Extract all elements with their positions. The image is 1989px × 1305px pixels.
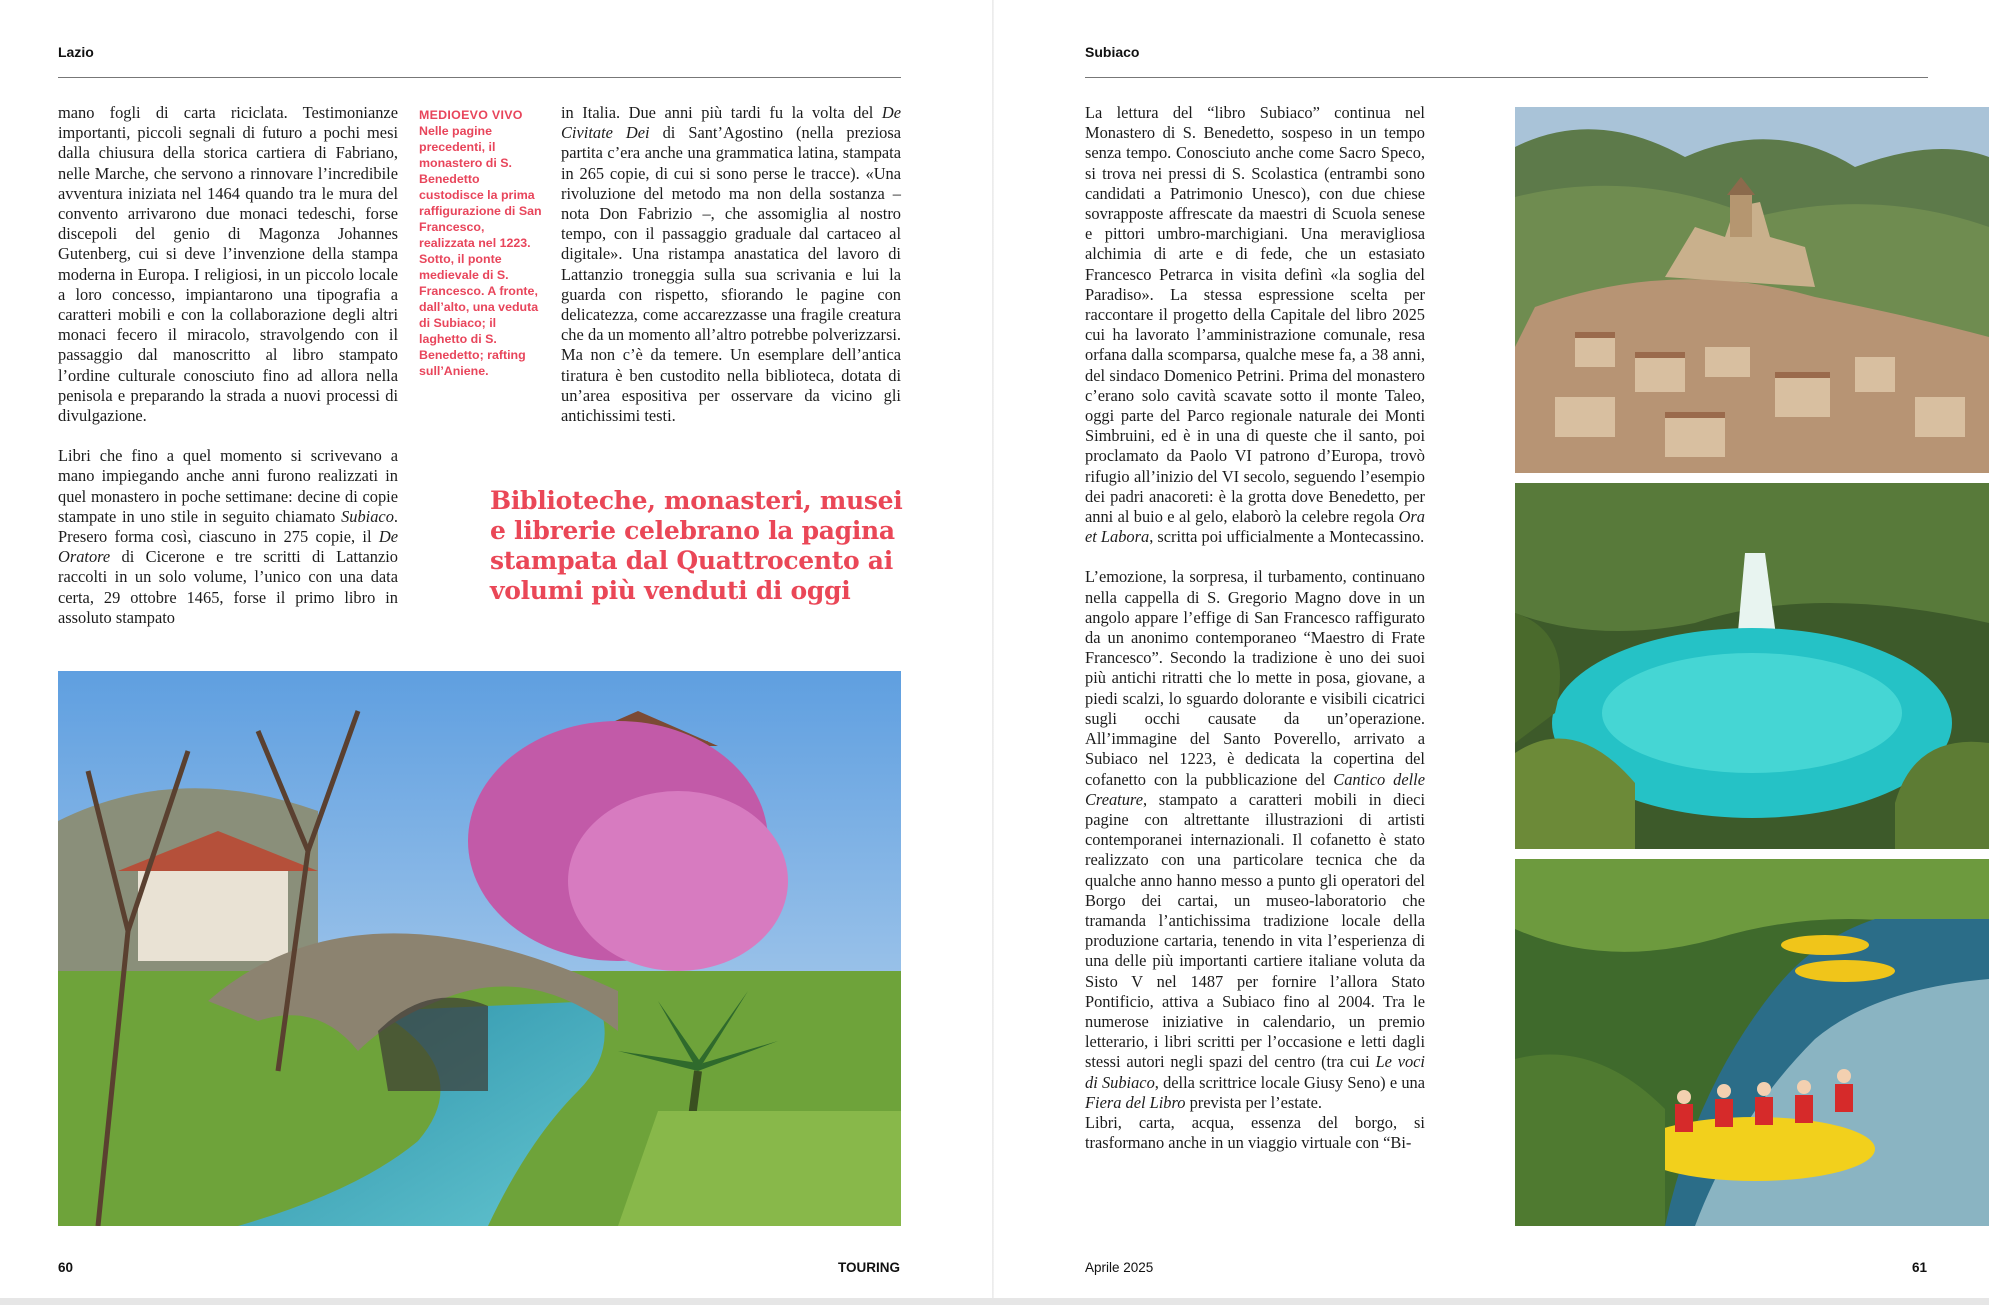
header-rule-left <box>58 77 901 78</box>
paragraph: in Italia. Due anni più tardi fu la volta del De Civitate Dei di Sant’Agostino (nella preziosa partita c’era anche una grammatica latina, stampata in 265 copie, di cui si sono perse le tracce). «Una rivoluzione del metodo ma non della sostanza – nota Don Fabrizio –, che assomiglia al nostro tempo, con il passaggio graduale dal cartaceo al digitale». Una ristampa anastatica del lavoro di Lattanzio troneggia sulla sua scrivania e lui la guarda con rispetto, sfiorando le pagine con delicatezza, come accarezzasse una fragile creatura che da un momento all’altro potrebbe polverizzarsi. Ma non c’è da temere. Un esemplare dell’antica tiratura è ben custodito nella biblioteca, dotata di un’area espositiva per osservare da vicino gli antichissimi testi. <box>561 103 901 426</box>
caption-text: Nelle pagine precedenti, il monastero di S. Benedetto custodisce la prima raffigurazione di San Francesco, realizzata nel 1223. Sotto, il ponte medievale di S. Francesco. A fronte, dall’alto, una veduta di Subiaco; il laghetto di S. Benedetto; rafting sull’Aniene. <box>419 124 542 378</box>
pull-quote: Biblioteche, monasteri, musei e librerie celebrano la pagina stampata dal Quattrocento ai volumi più venduti di oggi <box>490 486 903 605</box>
photo-caption-sidebar <box>419 107 543 379</box>
paragraph: La lettura del “libro Subiaco” continua nel Monastero di S. Benedetto, sospeso in un tempo senza tempo. Conosciuto anche come Sacro Speco, si trova nei pressi di S. Scolastica (entrambi sono candidati a Patrimonio Unesco), con due chiese sovrapposte affrescate da maestri di Scuola senese e pittori umbro-marchigiani. Una meravigliosa alchimia di arte e di fede, che un estasiato Francesco Petrarca in visita definì «la soglia del Paradiso». La stessa espressione scelta per raccontare il progetto della Capitale del libro 2025 cui ha lavorato l’amministrazione comunale, resa orfana dalla scomparsa, qualche mese fa, a 38 anni, del sindaco Domenico Petrini. Prima del monastero c’erano solo cavità scavate sotto il monte Taleo, oggi parte del Parco regionale naturale dei Monti Simbruini, ed è in una di queste che il santo, poi proclamato da Paolo VI patrono d’Europa, trovò rifugio all’inizio del VI secolo, seguendo l’esempio dei padri anacoreti: è la grotta dove Benedetto, per anni al buio e al gelo, elaborò la celebre regola Ora et Labora, scritta poi ufficialmente a Montecassino. <box>1085 103 1425 547</box>
subiaco-aerial-photo <box>1515 107 1989 473</box>
running-head-right: Subiaco <box>1085 44 1140 60</box>
left-column-1 <box>58 103 398 628</box>
rafting-photo <box>1515 859 1989 1226</box>
bridge-photo <box>58 671 901 1226</box>
page-number-right: 61 <box>1912 1260 1928 1275</box>
paragraph: Libri, carta, acqua, essenza del borgo, si trasformano anche in un viaggio virtuale con “Bi- <box>1085 1112 1425 1153</box>
page-number-left: 60 <box>58 1260 74 1275</box>
paragraph: L’emozione, la sorpresa, il turbamento, continuano nella cappella di S. Gregorio Magno dove in un angolo appare l’effige di San Francesco raffigurato da un anonimo contemporaneo “Maestro di Frate Francesco”. Secondo la tradizione è uno dei suoi più antichi ritratti che lo mette in posa, giovane, a piedi scalzi, lo sguardo dolorante e visibili cicatrici sugli occhi causate da un’operazione. All’immagine del Santo Poverello, arrivato a Subiaco nel 1223, è dedicata la copertina del cofanetto con la pubblicazione del Cantico delle Creature, stampato a caratteri mobili in dieci pagine con altrettante illustrazioni di artisti contemporanei internazionali. Il cofanetto è stato realizzato con una particolare tecnica che da qualche anno hanno messo a punto gli operatori del Borgo dei cartai, un museo-laboratorio che tramanda l’antichissima tradizione locale della produzione cartaria, tenendo in vita l’esperienza di una delle più importanti cartiere italiane voluta da Sisto V nel 1487 per fornire l’allora Stato Pontificio, attiva a Subiaco fino al 2004. Tra le numerose iniziative in calendario, un premio letterario, i libri scritti per l’occasione e letti dagli stessi autori negli spazi del centro (tra cui Le voci di Subiaco, della scrittrice locale Giusy Seno) e una Fiera del Libro prevista per l’estate. <box>1085 567 1425 1112</box>
paragraph: mano fogli di carta riciclata. Testimonianze importanti, piccoli segnali di futuro a pochi mesi dalla chiusura della storica cartiera di Fabriano, nelle Marche, che servono a rinnovare l’incredibile avventura iniziata nel 1464 quando tra le mura del convento arrivarono due monaci tedeschi, forse discepoli del genio di Magonza Johannes Gutenberg, cui si deve l’invenzione della stampa moderna in Europa. I religiosi, in un piccolo locale a loro concesso, impiantarono una tipografia a caratteri mobili e con la collaborazione degli altri monaci fecero il miracolo, stravolgendo con il passaggio dal manoscritto al libro stampato l’ordine culturale conosciuto fino ad allora nella penisola e preparando la strada a nuovi processi di divulgazione. <box>58 103 398 426</box>
paragraph: Libri che fino a quel momento si scrivevano a mano impiegando anche anni furono realizzati in quel monastero in poche settimane: decine di copie stampate in uno stile in seguito chiamato Subiaco. Presero forma così, ciascuno in 275 copie, il De Oratore di Cicerone e tre scritti di Lattanzio raccolti in un solo volume, l’unico con una data certa, 29 ottobre 1465, forse il primo libro in assoluto stampato <box>58 446 398 627</box>
lake-waterfall-photo <box>1515 483 1989 849</box>
right-page <box>994 0 1989 1305</box>
header-rule-right <box>1085 77 1928 78</box>
running-head-left: Lazio <box>58 44 94 60</box>
issue-date: Aprile 2025 <box>1085 1260 1154 1275</box>
magazine-name: TOURING <box>838 1260 901 1275</box>
left-column-3 <box>561 103 901 426</box>
right-column-text <box>1085 103 1425 1153</box>
bottom-edge <box>0 1298 1989 1305</box>
left-page <box>0 0 994 1305</box>
caption-heading: MEDIOEVO VIVO <box>419 108 523 122</box>
